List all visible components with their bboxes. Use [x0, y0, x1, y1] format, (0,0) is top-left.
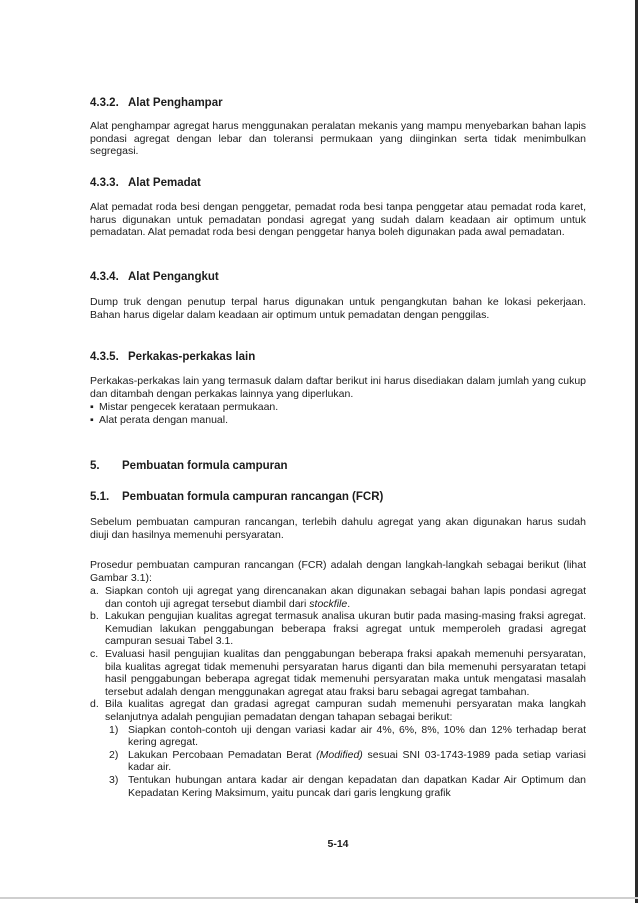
item-italic: stockfile — [309, 597, 348, 610]
paragraph-4-3-4: Dump truk dengan penutup terpal harus digunakan untuk pengangkutan bahan ke lokasi pekerjaan. Bahan harus digelar dalam keadaan air optimum untuk pemadatan dengan penggilas. — [90, 296, 586, 321]
heading-5 — [90, 459, 586, 473]
item-text: Evaluasi hasil pengujian kualitas dan penggabungan beberapa fraksi apakah memenuhi persyaratan, bila kualitas agregat tidak memenuhi persyaratan harus diganti dan bila memenuhi persyaratan tetapi hasil penggabungan beberapa agregat tidak memenuhi persyaratan maka untuk mengatasi masalah tersebut adalah dengan menggunakan agregat atau fraksi baru sebagai agregat tambahan. — [105, 647, 586, 698]
list-item — [105, 774, 586, 799]
heading-number: 4.3.3. — [90, 177, 119, 189]
heading-number: 4.3.2. — [90, 97, 119, 109]
paragraph-4-3-2: Alat penghampar agregat harus menggunakan peralatan mekanis yang mampu menyebarkan bahan lapis pondasi agregat dengan lebar dan toleransi permukaan yang diinginkan serta tidak menimbulkan segregasi. — [90, 120, 586, 158]
heading-number: 5. — [90, 460, 100, 472]
list-item — [90, 648, 586, 698]
item-marker: c. — [90, 647, 99, 660]
item-marker: a. — [90, 585, 99, 597]
item-text: Bila kualitas agregat dan gradasi agregat campuran sudah memenuhi persyaratan maka langkah selanjutnya adalah pengujian pemadatan dengan tahapan sebagai berikut: — [105, 698, 586, 723]
list-item: ▪ Alat perata dengan manual. — [90, 414, 586, 427]
paragraph-5-1-procedure: Prosedur pembuatan campuran rancangan (FCR) adalah dengan langkah-langkah sebagai berikut (lihat Gambar 3.1): — [90, 559, 586, 584]
item-text: Tentukan hubungan antara kadar air dengan kepadatan dan dapatkan Kadar Air Optimum dan Kepadatan Kering Maksimum, yaitu puncak dari garis lengkung grafik — [128, 773, 586, 799]
heading-5-1 — [90, 490, 586, 504]
list-item — [90, 585, 586, 610]
item-marker: 1) — [109, 723, 119, 736]
item-text: Siapkan contoh-contoh uji dengan variasi kadar air 4%, 6%, 8%, 10% dan 12% terhadap berat kering agregat. — [128, 723, 586, 749]
heading-4-3-4 — [90, 270, 586, 284]
heading-title: Alat Penghampar — [128, 97, 223, 109]
list-item — [90, 698, 586, 799]
list-item — [90, 610, 586, 648]
item-text: Lakukan pengujian kualitas agregat termasuk analisa ukuran butir pada masing-masing fraksi agregat. Kemudian lakukan penggabungan beberapa fraksi agregat untuk memperoleh gradasi agregat campuran sesuai Tabel 3.1. — [105, 610, 586, 648]
tool-list — [90, 401, 586, 426]
list-item — [105, 749, 586, 774]
item-text: Siapkan contoh uji agregat yang direncanakan akan digunakan sebagai bahan lapis pondasi agregat dan contoh uji agregat tersebut diambil dari — [105, 585, 586, 610]
item-tail: sesuai SNI 03-1743-1989 pada setiap variasi kadar air. — [128, 748, 586, 774]
item-italic: (Modified) — [316, 748, 363, 761]
heading-title: Pembuatan formula campuran — [122, 460, 288, 472]
heading-4-3-5 — [90, 350, 586, 364]
heading-number: 4.3.5. — [90, 351, 119, 363]
paragraph-4-3-3: Alat pemadat roda besi dengan penggetar, pemadat roda besi tanpa penggetar atau pemadat roda karet, harus digunakan untuk pemadatan pondasi agregat yang sudah dalam keadaan air optimum untuk pemadatan. Alat pemadat roda besi dengan penggetar hanya boleh digunakan pada awal pemadatan. — [90, 201, 586, 239]
heading-title: Alat Pemadat — [128, 177, 201, 189]
item-marker: b. — [90, 610, 99, 623]
list-item: ▪ Mistar pengecek kerataan permukaan. — [90, 401, 586, 414]
list-item — [105, 724, 586, 749]
item-marker: 2) — [109, 748, 119, 761]
compaction-substeps — [105, 724, 586, 800]
heading-4-3-3 — [90, 176, 586, 190]
heading-number: 4.3.4. — [90, 271, 119, 283]
heading-number: 5.1. — [90, 491, 110, 503]
item-marker: d. — [90, 698, 99, 711]
page-number: 5-14 — [327, 838, 349, 850]
procedure-steps — [90, 585, 586, 799]
scan-bottom-line — [0, 897, 638, 899]
paragraph-4-3-5: Perkakas-perkakas lain yang termasuk dalam daftar berikut ini harus disediakan dalam jumlah yang cukup dan ditambah dengan perkakas lainnya yang diperlukan. — [90, 375, 586, 400]
item-marker: 3) — [109, 773, 119, 786]
heading-title: Alat Pengangkut — [128, 271, 219, 283]
paragraph-5-1-intro: Sebelum pembuatan campuran rancangan, terlebih dahulu agregat yang akan digunakan harus sudah diuji dan hasilnya memenuhi persyaratan. — [90, 516, 586, 541]
item-text: Lakukan Percobaan Pemadatan Berat — [128, 748, 317, 761]
heading-title: Perkakas-perkakas lain — [128, 351, 256, 363]
heading-title: Pembuatan formula campuran rancangan (FCR) — [122, 491, 384, 503]
heading-4-3-2 — [90, 96, 586, 110]
item-tail: . — [347, 597, 351, 610]
